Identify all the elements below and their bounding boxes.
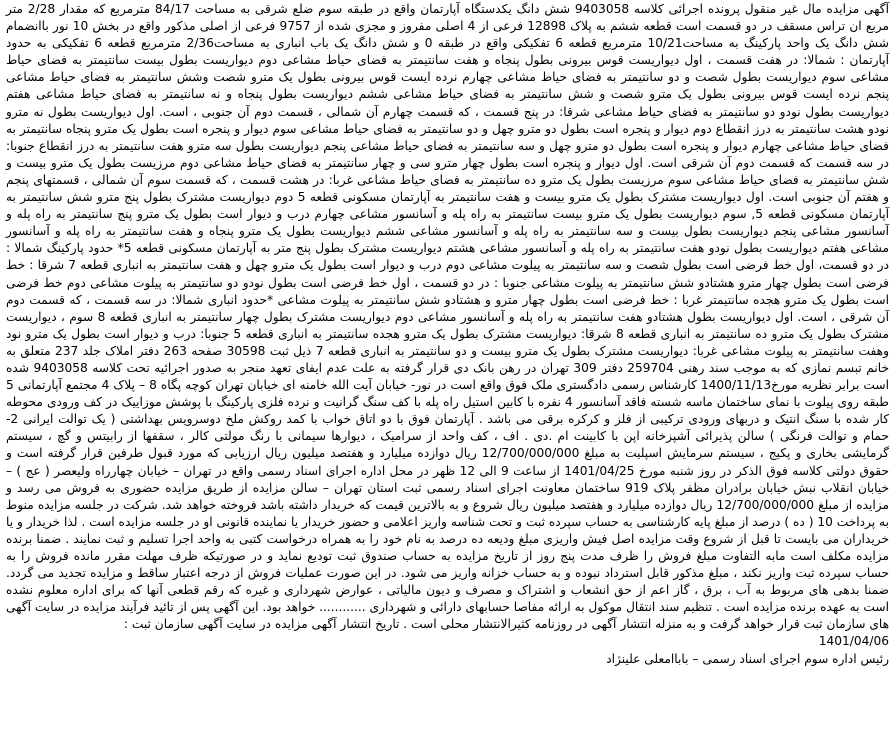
notice-body: آگهی مزایده مال غیر منقول پرونده اجرائی کلاسه 9403058 شش دانگ یکدستگاه آپارتمان واقع در طبقه سوم ضلع شرقی به مساحت 84/17 مترمربع که مقدار 2/28 متر مربع ان تراس مسقف در دو قسمت است قطعه ششم به پلاک 12898 فرعی از 4 اصلی مفروز و مجزی شده از 9757 فرعی از اصلی مذکور واقع در بخش 10 نور باانضمام شش دانگ یک واحد پارکینگ به مساحت10/21 مترمربع قطعه 6 تفکیکی واقع در طبقه 0 و شش دانگ یک باب انباری به مساحت2/36 مترمربع قطعه 6 تفکیکی به حدود آپارتمان : شمالا: در هفت قسمت ، اول دیواریست قوس بیرونی بطول پنجاه و هفت سانتیمتر به فضای حیاط مشاعی دوم دیواریست بطول بیست سانتیمتر به فضای حیاط مشاعی سوم دیواریست بطول شصت و دو سانتیمتر به فضای حیاط مشاعی چهارم نرده ایست قوس بیرونی بطول یک مترو شصت وشش سانتیمتر به فضای حیاط مشاعی پنجم نرده ایست قوس بیرونی بطول یک مترو شصت و شش سانتیمتر به فضای حیاط مشاعی ششم دیواریست بطول پنجاه و نه سانتیمتر به فضای حیاط مشاعی هفتم دیواریست بطول نودو دو سانتیمتر به فضای حیاط مشاعی شرقا: در پنج قسمت ، که قسمت چهارم آن شمالی ، قسمت دوم آن جنوبی ، است. اول دیواریست بطول نه مترو نودو هشت سانتیمتر به درز انقطاع دوم دیوار و پنجره است بطول دو مترو چهل و دو سانتیمتر به فضای حیاط مشاعی سوم دیوار و پنجره است بطول یک مترو پنجاه سانتیمتر به فضای حیاط مشاعی چهارم دیوار و پنجره است بطول دو مترو چهل و سه سانتیمتر به فضای حیاط مشاعی پنجم دیواریست بطول سه مترو هفت سانتیمتر به درز انقطاع جنوبا: در سه قسمت که قسمت دوم آن شرقی است. اول دیوار و پنجره است بطول چهار مترو سی و چهار سانتیمتر به فضای حیاط مشاعی دوم مرزیست بطول یک مترو بیست و شش سانتیمتر به فضای حیاط مشاعی سوم مرزیست بطول یک مترو ده سانتیمتر به فضای حیاط مشاعی غربا: در هشت قسمت ، که قسمت سوم آن شمالی ، قسمتهای پنجم و هفتم آن جنوبی است. اول دیواریست مشترک بطول یک مترو بیست و هفت سانتیمتر به آپارتمان مسکونی قطعه 5 دوم دیواریست مشترک بطول پنج مترو شش سانتیمتر به آپارتمان مسکونی قطعه 5, سوم دیواریست بطول یک مترو بیست سانتیمتر به راه پله و آسانسور مشاعی چهارم درب و دیوار است بطول یک مترو پنج سانتیمتر به راه پله و آسانسور مشاعی پنجم دیواریست بطول بیست و سه سانتیمتر به راه پله و آسانسور مشاعی ششم دیواریست بطول یک مترو پنجاه و هفت سانتیمتر به راه پله و آسانسور مشاعی هفتم دیواریست بطول نودو هفت سانتیمتر به راه پله و آسانسور مشاعی هشتم دیواریست مشترک بطول پنج متر به آپارتمان مسکونی قطعه 5* حدود پارکینگ شمالا : در دو قسمت، اول خط فرضی است بطول شصت و سه سانتیمتر به پیلوت مشاعی دوم درب و دیوار است بطول یک مترو چهل و هفت سانتیمتر به انباری قطعه 7 شرقا : خط فرضی است بطول چهار مترو هشتادو شش سانتیمتر به پیلوت مشاعی جنوبا : در دو قسمت ، اول خط فرضی است بطول نودو دو سانتیمتر به پیلوت مشاعی دوم خط فرضی است بطول یک مترو هجده سانتیمتر غربا : خط فرضی است بطول چهار مترو و هشتادو شش سانتیمتر به پیلوت مشاعی *حدود انباری شمالا: در سه قسمت ، که قسمت دوم آن شرقی ، است. اول دیواریست بطول هشتادو هفت سانتیمتر به راه پله و آسانسور مشاعی دوم دیواریست مشترک بطول چهار سانتیمتر به انباری قطعه 8 سوم ، دیواریست مشترک بطول یک مترو ده سانتیمتر به انباری قطعه 8 شرقا: دیواریست مشترک بطول یک مترو هجده سانتیمتر به انباری قطعه 5 جنوبا: درب و دیوار است بطول یک مترو نود وهفت سانتیمتر به پیلوت مشاعی غربا: دیواریست مشترک بطول یک مترو بیست و دو سانتیمتر به انباری قطعه 7 ذیل ثبت 30598 صفحه 263 دفتر املاک جلد 237 متعلق به خانم تبسم نمازی که به موجب سند رهنی 259704 دفتر 309 تهران در رهن بانک دی قرار گرفته به علت عدم ایفای تعهد منجر به صدور اجرائیه تحت کلاسه 9403058 شده است برابر نظریه مورخ1400/11/13 کارشناس رسمی دادگستری ملک فوق واقع است در نور- خیابان آیت الله خامنه ای خیابان تهران کوچه پگاه 8 – پلاک 4 مجتمع آپارتمانی 5 طبقه روی پیلوت با نمای ساختمان ماسه شسته فاقد آسانسور 4 نفره با کابین استیل راه پله با کف سنگ گرانیت و نرده فلزی پارکینگ با پوشش موزاییک در کف ورودی محوطه کار شده با سنگ انتیک و دربهای ورودی ترکیبی از فلز و کرکره برقی می باشد . آپارتمان فوق با دو اتاق خواب با کمد روکش ملخ دوسرویس بهداشتی ( یک توالت ایرانی 2- حمام و توالت فرنگی ) سالن پذیرائی آشپزخانه اپن با کابینت ام .دی . اف ، کف واحد از سرامیک ، دیوارها سیمانی با رنگ مولتی کالر ، سقفها از رابیتس و گچ ، سیستم گرمایشی بخاری و پکیج ، سیستم سرمایش اسپلیت به مبلغ 12/700/000/000 ریال دوازده میلیارد و هفتصد میلیون ریال ارزیابی که مورد قبول طرفین قرار گرفته است و حقوق دولتی کلاسه فوق الذکر در روز شنبه مورخ 1401/04/25 از ساعت 9 الی 12 ظهر در محل اداره اجرای اسناد رسمی واقع در تهران – خیابان چهارراه ولیعصر ( عج ) – خیابان انقلاب نبش خیابان برادران مظفر پلاک 919 ساختمان معاونت اجرای اسناد رسمی ثبت استان تهران – سالن مزایده از طریق مزایده حضوری به فروش می رسد و مزایده از مبلغ 12/700/000/000 ریال دوازده میلیارد و هفتصد میلیون ریال شروع و به بالاترین قیمت که خریدار داشته باشد فروخته خواهد شد. شرکت در جلسه مزایده منوط به پرداخت 10 ( ده ) درصد از مبلغ پایه کارشناسی به حساب سپرده ثبت و تحت شناسه واریز اعلامی و حضور خریدار یا نماینده قانونی او در جلسه مزایده است . لذا خریدار و یا خریداران می بایست تا قبل از شروع وقت مزایده اصل فیش واریزی مبلغ ودیعه ده درصد به نام خود را به همراه درخواست کتبی به واحد اجرا تسلیم و ثبت نمایند . ضمنا برنده مزایده مکلف است مابه التفاوت مبلغ فروش را ظرف مدت پنج روز از تاریخ مزایده به حساب صندوق ثبت تودیع نماید و در صورتیکه ظرف مهلت مقرر مانده فروش را به حساب سپرده ثبت واریز نکند ، مبلغ مذکور قابل استرداد نبوده و به حساب خزانه واریز می شود. در این صورت عملیات فروش از درجه اعتبار ساقط و مزایده تجدید می گردد. ضمنا بدهی های مربوط به آب ، برق ، گاز اعم از حق انشعاب و اشتراک و مصرف و دیون مالیاتی ، عوارض شهرداری و غیره که رقم قطعی آنها که برای اداره معلوم نشده است به عهده برنده مزایده است . تنظیم سند انتقال موکول به ارائه مفاصا حسابهای دارائی و شهرداری ............ خواهد بود. این آگهی پس از تائید فرآیند مزایده در سایت آگهی های سازمان ثبت قرار خواهد گرفت و به منزله انتشار آگهی در روزنامه کثیرالانتشار محلی است . تاریخ انتشار آگهی مزایده در سایت آگهی سازمان ثبت : [6, 2, 890, 632]
notice-signature: رئیس اداره سوم اجرای اسناد رسمی – باباامعلی علینژاد [606, 651, 889, 666]
notice-date: 1401/04/06 [818, 634, 889, 649]
